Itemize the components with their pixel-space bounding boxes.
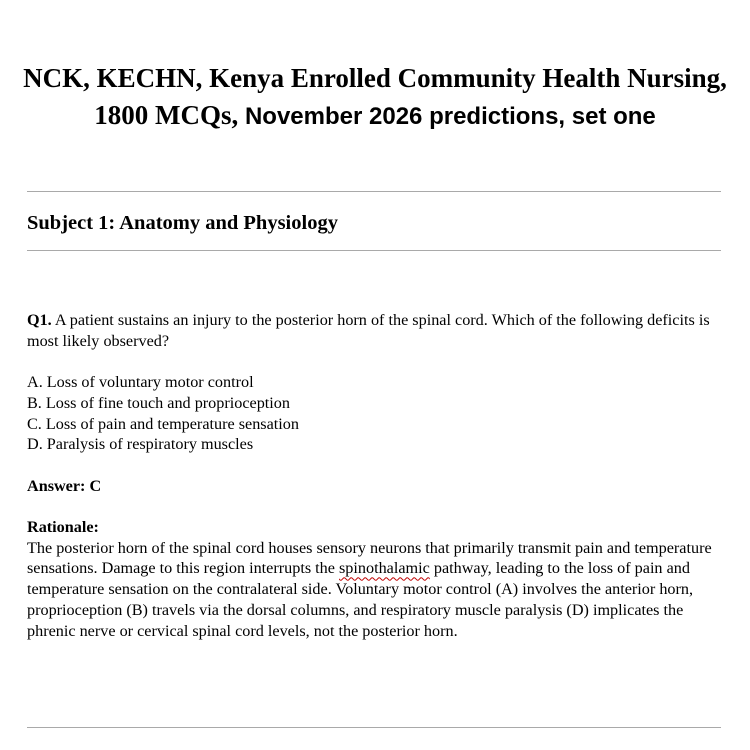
divider-top <box>27 191 721 192</box>
option-b: B. Loss of fine touch and proprioception <box>27 393 290 412</box>
spellcheck-flagged-word[interactable]: spinothalamic <box>339 559 430 578</box>
rationale-label: Rationale: <box>27 517 99 536</box>
option-d: D. Paralysis of respiratory muscles <box>27 435 254 454</box>
answer-label: Answer: C <box>27 476 102 495</box>
rationale-text <box>27 538 727 642</box>
option-a: A. Loss of voluntary motor control <box>27 373 254 392</box>
divider-bottom <box>27 727 721 728</box>
document-title <box>20 60 730 135</box>
document-title-serif-part: NCK, KECHN, Kenya Enrolled Community Health Nursing, 1800 MCQs, <box>23 63 727 130</box>
divider-middle <box>27 250 721 251</box>
rationale-text-end: pathway, leading to the loss of pain and temperature sensation on the contralateral side. Voluntary motor control (A) involves the anterior horn, proprioception (B) travels via the dorsal columns, and respiratory muscle paralysis (D) implicates the phrenic nerve or cervical spinal cord levels, not the posterior horn. <box>27 559 694 640</box>
document-title-sans-part: November 2026 predictions, set one <box>244 103 656 130</box>
option-c: C. Loss of pain and temperature sensation <box>27 414 299 433</box>
question-number: Q1. <box>27 311 52 329</box>
question-block <box>27 310 727 641</box>
question-stem-paragraph <box>27 310 727 351</box>
question-stem: A patient sustains an injury to the posterior horn of the spinal cord. Which of the following deficits is most likely observed? <box>27 311 710 350</box>
subject-heading: Subject 1: Anatomy and Physiology <box>27 212 338 234</box>
rationale-text-start: The posterior horn of the spinal cord houses sensory neurons that primarily transmit pain and temperature sensations. Damage to this region interrupts the <box>27 538 712 578</box>
